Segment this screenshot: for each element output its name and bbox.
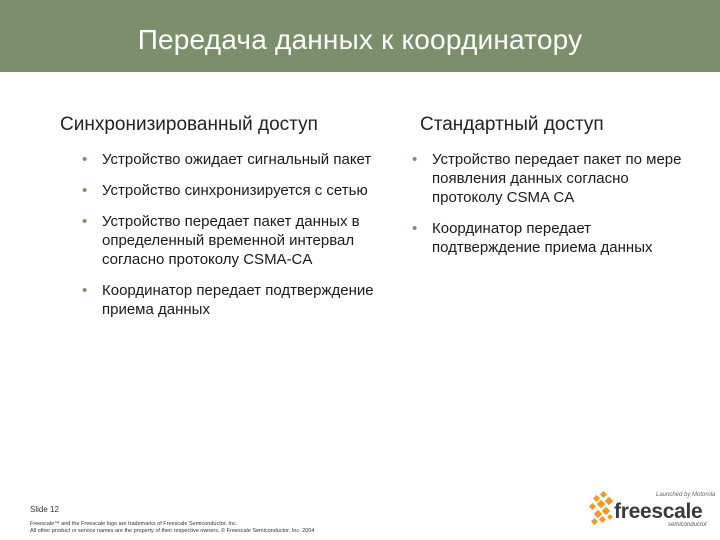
slide-number: Slide 12 — [30, 505, 59, 514]
legal-notice — [30, 521, 314, 535]
left-bullet-list — [82, 150, 382, 331]
right-column-heading: Стандартный доступ — [420, 114, 604, 135]
logo-subtitle: semiconductor — [668, 522, 708, 528]
bullet-icon: • — [82, 151, 88, 168]
logo-tagline: Launched by Motorola — [656, 492, 716, 498]
list-item: • Координатор передает подтверждение приема данных — [412, 220, 653, 256]
list-item: • Устройство передает пакет по мере появления данных согласно протоколу CSMA CA — [412, 151, 682, 206]
logo-brand: freescale — [614, 500, 703, 523]
legal-line: Freescale™ and the Freescale logo are trademarks of Freescale Semiconductor, Inc. — [30, 521, 238, 527]
bullet-icon: • — [82, 182, 88, 199]
list-item: • Устройство передает пакет данных в определенный временной интервал согласно протоколу CSMA-CA — [82, 213, 360, 268]
right-bullet-list — [412, 150, 697, 269]
list-item: • Устройство ожидает сигнальный пакет — [82, 151, 372, 168]
list-item: • Устройство синхронизируется с сетью — [82, 182, 368, 199]
title-bar — [0, 0, 720, 72]
slide-title: Передача данных к координатору — [137, 24, 583, 55]
bullet-icon: • — [82, 282, 88, 299]
bullet-icon: • — [412, 220, 418, 237]
legal-line: All other product or service names are the property of their respective owners. © Freescale Semiconductor, Inc. 2004 — [30, 528, 315, 534]
bullet-icon: • — [82, 213, 88, 230]
bullet-icon: • — [412, 151, 418, 168]
left-column-heading: Синхронизированный доступ — [60, 114, 318, 135]
list-item: • Координатор передает подтверждение приема данных — [82, 282, 374, 318]
